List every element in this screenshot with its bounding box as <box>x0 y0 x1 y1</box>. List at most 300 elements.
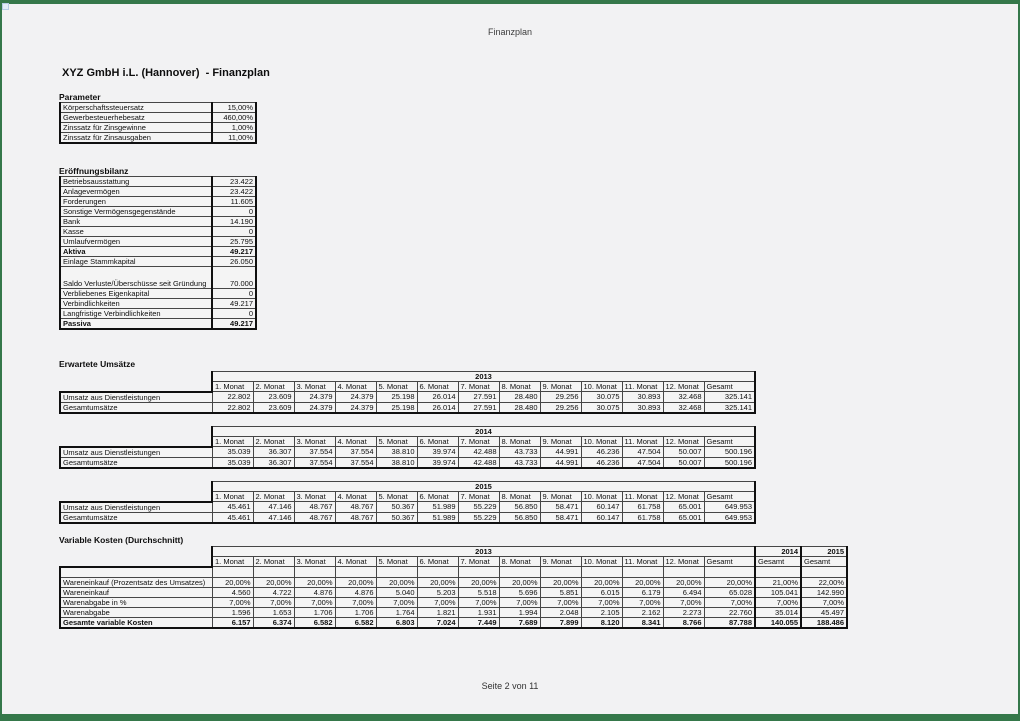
row-label: Aktiva <box>60 247 212 257</box>
cell-value: 8.766 <box>663 617 704 628</box>
row-label: Forderungen <box>60 197 212 207</box>
month-header: Gesamt <box>704 492 755 502</box>
cell-value: 6.582 <box>294 617 335 628</box>
cell-value: 45.461 <box>212 512 253 523</box>
cell-value: 11,00% <box>212 133 256 144</box>
cell-value: 7.899 <box>540 617 581 628</box>
cell-value: 20,00% <box>212 577 253 587</box>
gesamt-header: Gesamt <box>755 557 801 567</box>
cell-value: 20,00% <box>581 577 622 587</box>
row-label: Umsatz aus Dienstleistungen <box>60 502 212 513</box>
cell-value: 7,00% <box>335 597 376 607</box>
cell-value <box>755 567 801 578</box>
month-header: 5. Monat <box>376 557 417 567</box>
cell-value: 43.733 <box>499 447 540 458</box>
row-label: Gesamtumsätze <box>60 512 212 523</box>
month-header: 1. Monat <box>212 437 253 447</box>
row-label: Zinssatz für Zinsgewinne <box>60 123 212 133</box>
cell-value: 460,00% <box>212 113 256 123</box>
cell-value: 39.974 <box>417 447 458 458</box>
cell-value: 1.931 <box>458 607 499 617</box>
table-row <box>60 247 256 257</box>
cell-value: 6.374 <box>253 617 294 628</box>
cell-value: 649.953 <box>704 502 755 513</box>
variable-kosten-table <box>59 546 848 629</box>
cell-value: 50.007 <box>663 457 704 468</box>
cell-value: 22.760 <box>704 607 755 617</box>
table-row <box>60 587 847 597</box>
cell-value: 61.758 <box>622 512 663 523</box>
cell-value: 42.488 <box>458 447 499 458</box>
cell-value: 8.120 <box>581 617 622 628</box>
table-row <box>60 227 256 237</box>
month-header: 9. Monat <box>540 382 581 392</box>
month-header: 6. Monat <box>417 437 458 447</box>
cell-value: 14.190 <box>212 217 256 227</box>
cell-value: 37.554 <box>294 457 335 468</box>
row-label: Wareneinkauf <box>60 587 212 597</box>
cell-value: 39.974 <box>417 457 458 468</box>
cell-value: 65.028 <box>704 587 755 597</box>
cell-value: 20,00% <box>704 577 755 587</box>
table-row <box>60 372 755 382</box>
cell-value: 51.989 <box>417 512 458 523</box>
cell-value: 49.217 <box>212 319 256 330</box>
cell-value: 50.367 <box>376 502 417 513</box>
cell-value: 56.850 <box>499 512 540 523</box>
month-header: 4. Monat <box>335 382 376 392</box>
cell-value <box>253 567 294 578</box>
row-label: Verbindlichkeiten <box>60 299 212 309</box>
cell-value: 51.989 <box>417 502 458 513</box>
cell-value: 6.157 <box>212 617 253 628</box>
table-row <box>60 177 256 187</box>
month-header: 7. Monat <box>458 557 499 567</box>
cell-value: 42.488 <box>458 457 499 468</box>
cell-value: 142.990 <box>801 587 847 597</box>
cell-value: 30.075 <box>581 392 622 403</box>
table-row <box>60 289 256 299</box>
cell-value <box>540 567 581 578</box>
cell-value: 37.554 <box>335 447 376 458</box>
cell-value: 25.198 <box>376 402 417 413</box>
cell-value: 7,00% <box>540 597 581 607</box>
cell-value: 60.147 <box>581 512 622 523</box>
cell-value <box>499 567 540 578</box>
cell-value <box>801 567 847 578</box>
row-label: Kasse <box>60 227 212 237</box>
cell-value: 20,00% <box>622 577 663 587</box>
cell-value: 30.893 <box>622 392 663 403</box>
page-number: Seite 2 von 11 <box>481 681 539 691</box>
cell-value: 7,00% <box>458 597 499 607</box>
cell-value: 22.802 <box>212 402 253 413</box>
month-header: 7. Monat <box>458 492 499 502</box>
spacer-cell <box>60 547 212 557</box>
cell-value: 20,00% <box>540 577 581 587</box>
month-header: 8. Monat <box>499 557 540 567</box>
cell-value: 1.706 <box>294 607 335 617</box>
table-row <box>60 123 256 133</box>
month-header: 4. Monat <box>335 557 376 567</box>
cell-value: 49.217 <box>212 299 256 309</box>
month-header: 12. Monat <box>663 382 704 392</box>
parameter-table <box>59 102 257 144</box>
row-label: Anlagevermögen <box>60 187 212 197</box>
cell-value: 5.203 <box>417 587 458 597</box>
cell-value: 20,00% <box>335 577 376 587</box>
month-header: Gesamt <box>704 382 755 392</box>
cell-value: 65.001 <box>663 512 704 523</box>
row-label: Umlaufvermögen <box>60 237 212 247</box>
cell-value: 24.379 <box>335 392 376 403</box>
cell-value: 20,00% <box>376 577 417 587</box>
month-header: 10. Monat <box>581 382 622 392</box>
month-header: 4. Monat <box>335 492 376 502</box>
row-label: Einlage Stammkapital <box>60 257 212 267</box>
table-row <box>60 427 755 437</box>
cell-value: 2.105 <box>581 607 622 617</box>
month-header: 1. Monat <box>212 382 253 392</box>
cell-value: 56.850 <box>499 502 540 513</box>
month-header: 6. Monat <box>417 382 458 392</box>
cell-value: 46.236 <box>581 447 622 458</box>
month-header: 9. Monat <box>540 492 581 502</box>
table-row <box>60 482 755 492</box>
table-row <box>60 187 256 197</box>
page-header-title: Finanzplan <box>487 27 533 37</box>
cell-value: 38.810 <box>376 457 417 468</box>
month-header: 4. Monat <box>335 437 376 447</box>
cell-value: 4.876 <box>294 587 335 597</box>
cell-value: 29.256 <box>540 402 581 413</box>
year-header: 2015 <box>801 547 847 557</box>
month-header: 1. Monat <box>212 557 253 567</box>
month-header: 8. Monat <box>499 382 540 392</box>
spacer-cell <box>60 482 212 492</box>
table-row <box>60 237 256 247</box>
cell-value: 1.764 <box>376 607 417 617</box>
table-row <box>60 113 256 123</box>
table-row <box>60 557 847 567</box>
table-row <box>60 512 755 523</box>
cell-value: 26.014 <box>417 402 458 413</box>
page-border-bottom <box>0 714 1020 721</box>
cell-value: 20,00% <box>663 577 704 587</box>
cell-value: 8.341 <box>622 617 663 628</box>
cell-value: 7,00% <box>704 597 755 607</box>
page-border-top <box>0 0 1020 4</box>
cell-value: 30.893 <box>622 402 663 413</box>
table-row <box>60 133 256 144</box>
cell-value: 46.236 <box>581 457 622 468</box>
cell-value: 4.560 <box>212 587 253 597</box>
table-row <box>60 382 755 392</box>
cell-value: 2.048 <box>540 607 581 617</box>
cell-value: 47.146 <box>253 502 294 513</box>
cell-value: 7,00% <box>212 597 253 607</box>
cell-value <box>704 567 755 578</box>
table-row <box>60 309 256 319</box>
cell-value: 47.504 <box>622 457 663 468</box>
month-header: 5. Monat <box>376 492 417 502</box>
cell-value: 61.758 <box>622 502 663 513</box>
year-header: 2014 <box>212 427 755 437</box>
table-row <box>60 402 755 413</box>
cell-value: 500.196 <box>704 447 755 458</box>
table-row <box>60 597 847 607</box>
row-label: Langfristige Verbindlichkeiten <box>60 309 212 319</box>
cell-value: 27.591 <box>458 392 499 403</box>
cell-value: 45.497 <box>801 607 847 617</box>
section-heading-parameter: Parameter <box>59 92 101 102</box>
cell-value <box>376 567 417 578</box>
cell-value: 23.422 <box>212 187 256 197</box>
row-label: Gesamtumsätze <box>60 402 212 413</box>
cell-value: 2.162 <box>622 607 663 617</box>
cell-value: 35.014 <box>755 607 801 617</box>
cell-value <box>622 567 663 578</box>
cell-value: 60.147 <box>581 502 622 513</box>
umsaetze-table-2015 <box>59 481 756 524</box>
table-row <box>60 607 847 617</box>
table-row <box>60 577 847 587</box>
table-row <box>60 567 847 578</box>
cell-value: 1.653 <box>253 607 294 617</box>
cell-value: 26.014 <box>417 392 458 403</box>
row-label <box>60 567 212 578</box>
cell-value: 11.605 <box>212 197 256 207</box>
table-row <box>60 447 755 458</box>
month-header: 3. Monat <box>294 437 335 447</box>
month-header: Gesamt <box>704 437 755 447</box>
cell-value: 7,00% <box>376 597 417 607</box>
cell-value: 28.480 <box>499 402 540 413</box>
spacer-cell <box>60 437 212 447</box>
cell-value: 24.379 <box>294 392 335 403</box>
table-row <box>60 617 847 628</box>
month-header: 3. Monat <box>294 557 335 567</box>
cell-value: 35.039 <box>212 457 253 468</box>
cell-value: 87.788 <box>704 617 755 628</box>
cell-value: 30.075 <box>581 402 622 413</box>
row-label: Gesamte variable Kosten <box>60 617 212 628</box>
month-header: 11. Monat <box>622 437 663 447</box>
table-row <box>60 197 256 207</box>
cell-value <box>663 567 704 578</box>
cell-value: 48.767 <box>335 502 376 513</box>
cell-value: 24.379 <box>294 402 335 413</box>
cell-value: 105.041 <box>755 587 801 597</box>
month-header: Gesamt <box>704 557 755 567</box>
row-label: Umsatz aus Dienstleistungen <box>60 447 212 458</box>
cell-value: 44.991 <box>540 447 581 458</box>
cell-value: 25.795 <box>212 237 256 247</box>
year-header: 2013 <box>212 372 755 382</box>
month-header: 3. Monat <box>294 382 335 392</box>
cell-value: 55.229 <box>458 512 499 523</box>
cell-value: 649.953 <box>704 512 755 523</box>
section-heading-variable-kosten: Variable Kosten (Durchschnitt) <box>59 535 184 545</box>
cell-value: 2.273 <box>663 607 704 617</box>
cell-value: 0 <box>212 289 256 299</box>
cell-value: 7,00% <box>663 597 704 607</box>
cell-value: 32.468 <box>663 392 704 403</box>
cell-value: 23.609 <box>253 392 294 403</box>
month-header: 7. Monat <box>458 382 499 392</box>
month-header: 6. Monat <box>417 557 458 567</box>
month-header: 9. Monat <box>540 437 581 447</box>
cell-value: 7,00% <box>622 597 663 607</box>
eroeffnungsbilanz-table <box>59 176 257 330</box>
cell-value: 1.821 <box>417 607 458 617</box>
cell-value: 37.554 <box>335 457 376 468</box>
row-label: Passiva <box>60 319 212 330</box>
cell-value: 7,00% <box>417 597 458 607</box>
cell-value: 28.480 <box>499 392 540 403</box>
table-row <box>60 437 755 447</box>
cell-value: 48.767 <box>294 512 335 523</box>
umsaetze-table-2014 <box>59 426 756 469</box>
cell-value: 7.024 <box>417 617 458 628</box>
cell-value: 55.229 <box>458 502 499 513</box>
cell-value: 35.039 <box>212 447 253 458</box>
cell-value: 44.991 <box>540 457 581 468</box>
cell-value: 5.040 <box>376 587 417 597</box>
cell-value: 47.504 <box>622 447 663 458</box>
month-header: 1. Monat <box>212 492 253 502</box>
cell-value: 23.609 <box>253 402 294 413</box>
row-label: Gesamtumsätze <box>60 457 212 468</box>
cell-value: 500.196 <box>704 457 755 468</box>
cell-value <box>294 567 335 578</box>
cell-value: 5.518 <box>458 587 499 597</box>
cell-value: 5.851 <box>540 587 581 597</box>
cell-value: 37.554 <box>294 447 335 458</box>
month-header: 12. Monat <box>663 437 704 447</box>
cell-value: 50.007 <box>663 447 704 458</box>
month-header: 11. Monat <box>622 492 663 502</box>
cell-value: 7,00% <box>253 597 294 607</box>
cell-value: 38.810 <box>376 447 417 458</box>
section-heading-erwartete-umsaetze: Erwartete Umsätze <box>59 359 136 369</box>
cell-value: 6.179 <box>622 587 663 597</box>
spacer-cell <box>60 427 212 437</box>
cell-value: 25.198 <box>376 392 417 403</box>
cell-value: 50.367 <box>376 512 417 523</box>
spacer-cell <box>60 382 212 392</box>
cell-value: 325.141 <box>704 402 755 413</box>
cell-value: 49.217 <box>212 247 256 257</box>
spacer-cell <box>60 372 212 382</box>
cell-value: 22.802 <box>212 392 253 403</box>
cell-value: 32.468 <box>663 402 704 413</box>
cell-value: 325.141 <box>704 392 755 403</box>
row-label: Saldo Verluste/Überschüsse seit Gründung <box>60 267 212 289</box>
row-label: Verbliebenes Eigenkapital <box>60 289 212 299</box>
cell-value: 15,00% <box>212 103 256 113</box>
row-label: Sonstige Vermögensgegenstände <box>60 207 212 217</box>
cell-value: 4.722 <box>253 587 294 597</box>
table-row <box>60 392 755 403</box>
cell-value: 20,00% <box>253 577 294 587</box>
cell-value: 58.471 <box>540 512 581 523</box>
spacer-cell <box>60 557 212 567</box>
cell-value: 0 <box>212 309 256 319</box>
table-row <box>60 299 256 309</box>
cell-value: 7.449 <box>458 617 499 628</box>
cell-value: 29.256 <box>540 392 581 403</box>
cell-value: 6.494 <box>663 587 704 597</box>
month-header: 12. Monat <box>663 492 704 502</box>
row-label: Zinssatz für Zinsausgaben <box>60 133 212 144</box>
table-row <box>60 457 755 468</box>
cell-value: 0 <box>212 207 256 217</box>
cell-value: 7,00% <box>801 597 847 607</box>
table-row <box>60 502 755 513</box>
document-title: XYZ GmbH i.L. (Hannover) - Finanzplan <box>62 67 270 79</box>
month-header: 2. Monat <box>253 382 294 392</box>
year-header: 2014 <box>755 547 801 557</box>
cell-value: 6.015 <box>581 587 622 597</box>
month-header: 11. Monat <box>622 382 663 392</box>
cell-value: 43.733 <box>499 457 540 468</box>
month-header: 9. Monat <box>540 557 581 567</box>
cell-value: 45.461 <box>212 502 253 513</box>
row-label: Bank <box>60 217 212 227</box>
cell-value: 7,00% <box>499 597 540 607</box>
table-row <box>60 103 256 113</box>
umsaetze-table-2013 <box>59 371 756 414</box>
month-header: 8. Monat <box>499 437 540 447</box>
cell-value <box>458 567 499 578</box>
row-label: Wareneinkauf (Prozentsatz des Umsatzes) <box>60 577 212 587</box>
cell-value <box>335 567 376 578</box>
cell-value: 48.767 <box>294 502 335 513</box>
section-heading-eroeffnungsbilanz: Eröffnungsbilanz <box>59 166 129 176</box>
cell-value: 5.696 <box>499 587 540 597</box>
cell-value: 48.767 <box>335 512 376 523</box>
month-header: 2. Monat <box>253 557 294 567</box>
cell-value: 140.055 <box>755 617 801 628</box>
month-header: 10. Monat <box>581 437 622 447</box>
month-header: 8. Monat <box>499 492 540 502</box>
cell-value: 4.876 <box>335 587 376 597</box>
month-header: 10. Monat <box>581 557 622 567</box>
cell-value: 58.471 <box>540 502 581 513</box>
month-header: 2. Monat <box>253 492 294 502</box>
year-header: 2013 <box>212 547 755 557</box>
spacer-cell <box>60 492 212 502</box>
month-header: 7. Monat <box>458 437 499 447</box>
cell-value: 20,00% <box>458 577 499 587</box>
month-header: 3. Monat <box>294 492 335 502</box>
cell-value: 1.994 <box>499 607 540 617</box>
row-label: Umsatz aus Dienstleistungen <box>60 392 212 403</box>
cell-value: 1.596 <box>212 607 253 617</box>
table-row <box>60 257 256 267</box>
cell-value: 47.146 <box>253 512 294 523</box>
year-header: 2015 <box>212 482 755 492</box>
table-row <box>60 319 256 330</box>
month-header: 5. Monat <box>376 437 417 447</box>
cell-value: 20,00% <box>417 577 458 587</box>
cell-value: 188.486 <box>801 617 847 628</box>
row-label: Warenabgabe in % <box>60 597 212 607</box>
cell-value <box>581 567 622 578</box>
cell-value: 24.379 <box>335 402 376 413</box>
table-row <box>60 267 256 289</box>
